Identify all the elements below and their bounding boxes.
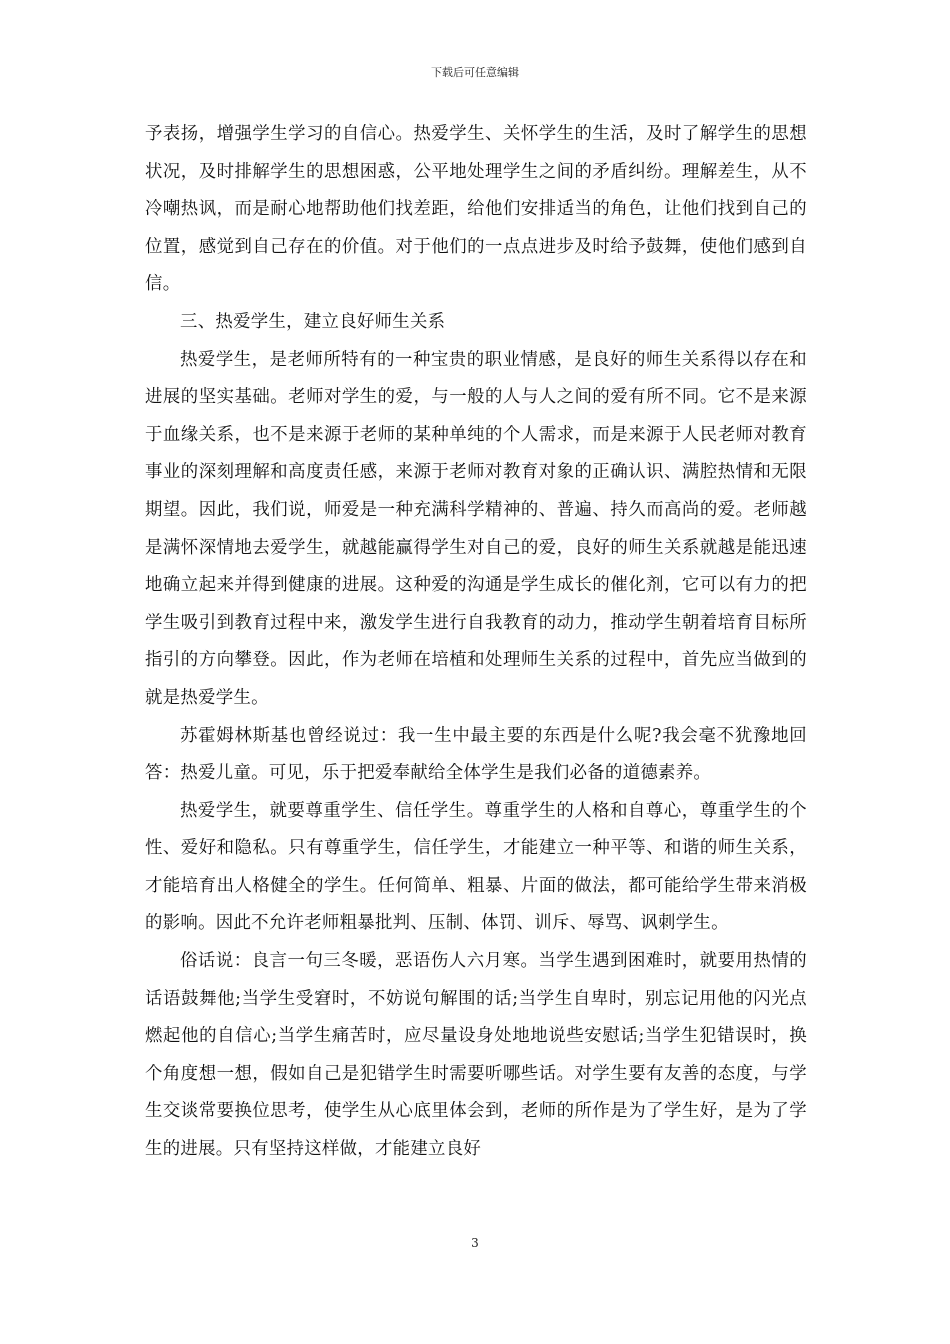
page-number: 3 [471,1236,479,1250]
paragraph: 热爱学生，就要尊重学生、信任学生。尊重学生的人格和自尊心，尊重学生的个性、爱好和隐私。只有尊重学生，信任学生，才能建立一种平等、和谐的师生关系，才能培育出人格健全的学生。任何简单、粗暴、片面的做法，都可能给学生带来消极的影响。因此不允许老师粗暴批判、压制、体罚、训斥、辱骂、讽刺学生。 [145,800,807,934]
paragraph: 俗话说：良言一句三冬暖，恶语伤人六月寒。当学生遇到困难时，就要用热情的话语鼓舞他;当学生受窘时，不妨说句解围的话;当学生自卑时，别忘记用他的闪光点燃起他的自信心;当学生痛苦时，应尽量设身处地地说些安慰话;当学生犯错误时，换个角度想一想，假如自己是犯错学生时需要听哪些话。对学生要有友善的态度，与学生交谈常要换位思考，使学生从心底里体会到，老师的所作是为了学生好，是为了学生的进展。只有坚持这样做，才能建立良好 [145,951,807,1160]
section-heading: 三、热爱学生，建立良好师生关系 [180,311,446,332]
page-header: 下载后可任意编辑 [431,66,519,79]
paragraph: 热爱学生，是老师所特有的一种宝贵的职业情感，是良好的师生关系得以存在和进展的坚实基础。老师对学生的爱，与一般的人与人之间的爱有所不同。它不是来源于血缘关系，也不是来源于老师的某种单纯的个人需求，而是来源于人民老师对教育事业的深刻理解和高度责任感，来源于老师对教育对象的正确认识、满腔热情和无限期望。因此，我们说，师爱是一种充满科学精神的、普遍、持久而高尚的爱。老师越是满怀深情地去爱学生，就越能赢得学生对自己的爱，良好的师生关系就越是能迅速地确立起来并得到健康的进展。这种爱的沟通是学生成长的催化剂，它可以有力的把学生吸引到教育过程中来，激发学生进行自我教育的动力，推动学生朝着培育目标所指引的方向攀登。因此，作为老师在培植和处理师生关系的过程中，首先应当做到的就是热爱学生。 [145,349,807,708]
paragraph: 苏霍姆林斯基也曾经说过：我一生中最主要的东西是什么呢?我会毫不犹豫地回答：热爱儿童。可见，乐于把爱奉献给全体学生是我们必备的道德素养。 [145,725,807,784]
document-body [145,116,807,1169]
paragraph-continuation: 予表扬，增强学生学习的自信心。热爱学生、关怀学生的生活，及时了解学生的思想状况，及时排解学生的思想困惑，公平地处理学生之间的矛盾纠纷。理解差生，从不冷嘲热讽，而是耐心地帮助他们找差距，给他们安排适当的角色，让他们找到自己的位置，感觉到自己存在的价值。对于他们的一点点进步及时给予鼓舞，使他们感到自信。 [145,124,807,295]
